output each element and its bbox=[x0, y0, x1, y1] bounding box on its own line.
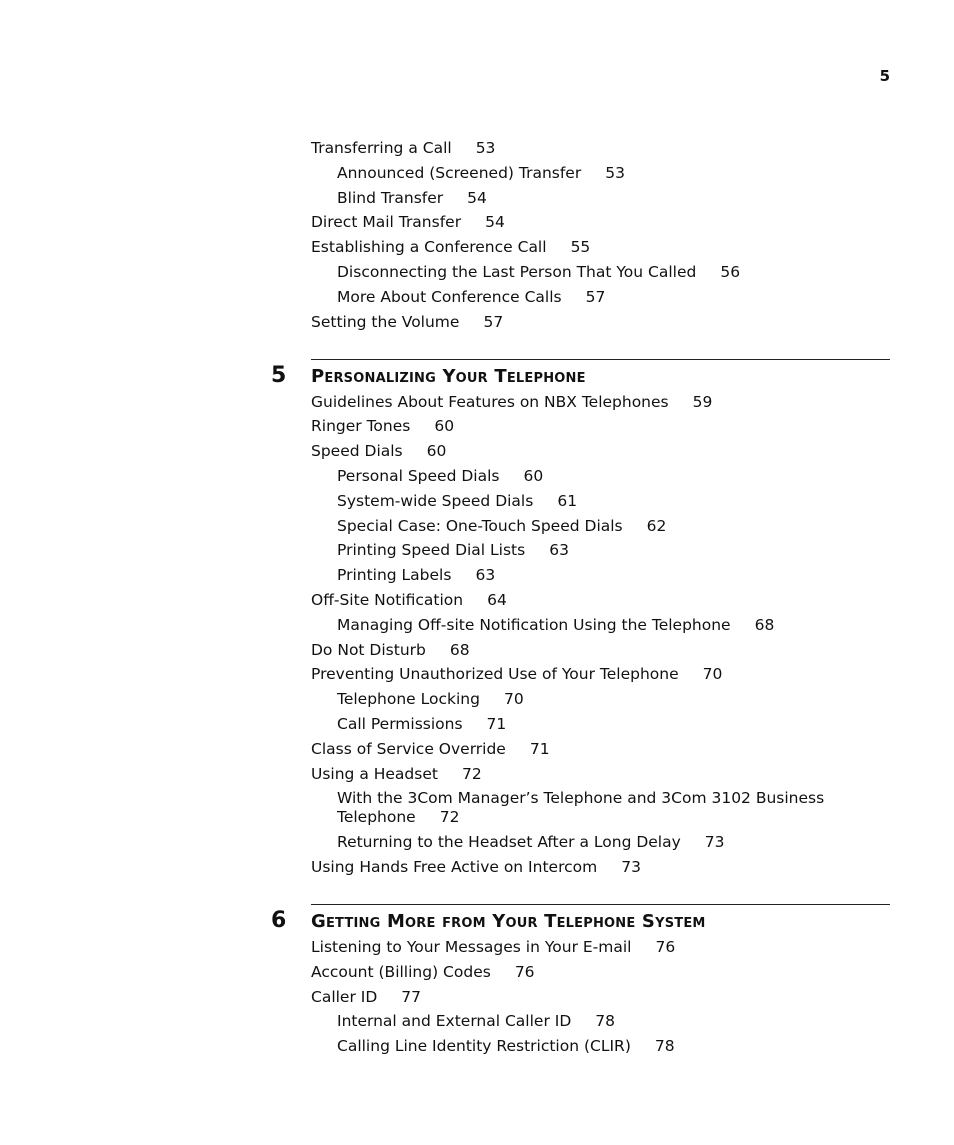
toc-entry[interactable] bbox=[311, 938, 881, 957]
toc-entry-title: Establishing a Conference Call bbox=[311, 238, 547, 257]
toc-entry[interactable] bbox=[337, 541, 881, 560]
toc-entry-title: Blind Transfer bbox=[337, 188, 444, 207]
toc-entry[interactable] bbox=[337, 164, 881, 183]
toc-entry-title: Guidelines About Features on NBX Telephones bbox=[311, 392, 669, 411]
toc-entry-title: With the 3Com Manager’s Telephone and 3Com 3102 Business Telephone bbox=[337, 789, 825, 827]
toc-entry[interactable] bbox=[311, 591, 881, 610]
toc-entry[interactable] bbox=[311, 417, 881, 436]
toc-entry-page: 78 bbox=[595, 1012, 615, 1031]
toc-entry-title: Class of Service Override bbox=[311, 739, 506, 758]
toc-entry-title: Ringer Tones bbox=[311, 417, 411, 436]
page-number: 5 bbox=[879, 67, 890, 85]
toc-entry-page: 54 bbox=[485, 213, 505, 232]
toc-entry-title: Preventing Unauthorized Use of Your Telephone bbox=[311, 665, 679, 684]
toc-entry[interactable] bbox=[337, 492, 881, 511]
toc-entry[interactable] bbox=[311, 238, 881, 257]
toc-entry-page: 68 bbox=[754, 615, 775, 634]
toc-entry-title: Using a Headset bbox=[311, 764, 438, 783]
toc-entry-page: 64 bbox=[487, 591, 507, 609]
toc-entry-title: Off-Site Notification bbox=[311, 591, 464, 609]
toc-entry-page: 71 bbox=[486, 715, 507, 733]
toc-entry[interactable] bbox=[337, 566, 881, 585]
chapter-title: Personalizing Your Telephone bbox=[311, 365, 586, 387]
toc-entry[interactable] bbox=[311, 988, 881, 1007]
toc-entry-page: 63 bbox=[549, 541, 569, 560]
toc-entry[interactable] bbox=[337, 789, 881, 827]
chapter-rule bbox=[311, 904, 890, 905]
toc-entry-title: Personal Speed Dials bbox=[337, 467, 500, 485]
toc-entry-page: 60 bbox=[434, 417, 455, 436]
toc-entry[interactable] bbox=[311, 765, 881, 784]
chapter-rule bbox=[311, 359, 890, 360]
toc-entry-title: Caller ID bbox=[311, 987, 378, 1006]
toc-entry-title: Do Not Disturb bbox=[311, 640, 426, 659]
toc-entry-page: 63 bbox=[475, 566, 496, 585]
toc-entry-page: 53 bbox=[605, 163, 625, 182]
toc-entry[interactable] bbox=[337, 616, 881, 635]
toc-entry[interactable] bbox=[311, 740, 881, 759]
toc-entry-title: Internal and External Caller ID bbox=[337, 1012, 572, 1031]
toc-entry-page: 70 bbox=[702, 665, 723, 684]
toc-entry-page: 60 bbox=[523, 467, 544, 485]
chapter-number: 6 bbox=[271, 908, 287, 933]
toc-entry-page: 70 bbox=[503, 690, 524, 709]
toc-entry-page: 71 bbox=[529, 739, 550, 758]
toc-entry[interactable] bbox=[337, 833, 881, 852]
toc-entry-title: Printing Labels bbox=[337, 566, 452, 585]
toc-entry-title: Using Hands Free Active on Intercom bbox=[311, 858, 598, 876]
toc-entry[interactable] bbox=[337, 189, 881, 208]
toc-entry-title: Call Permissions bbox=[337, 715, 463, 733]
toc-entry[interactable] bbox=[337, 288, 881, 307]
toc-entry-page: 68 bbox=[449, 640, 470, 659]
toc-entry-page: 62 bbox=[646, 516, 667, 535]
toc-entry-page: 54 bbox=[467, 188, 487, 207]
toc-entry-page: 60 bbox=[426, 442, 447, 461]
toc-entry[interactable] bbox=[337, 1012, 881, 1031]
toc-entry-page: 57 bbox=[483, 312, 504, 331]
toc-entry-page: 73 bbox=[704, 833, 725, 852]
toc-entry-title: Managing Off-site Notification Using the Telephone bbox=[337, 615, 731, 634]
toc-entry-page: 76 bbox=[655, 938, 676, 956]
toc-entry[interactable] bbox=[311, 963, 881, 982]
toc-entry[interactable] bbox=[337, 1037, 881, 1056]
toc-entry-page: 72 bbox=[439, 808, 460, 827]
toc-entry-title: System-wide Speed Dials bbox=[337, 491, 534, 510]
toc-entry-page: 53 bbox=[475, 139, 496, 157]
chapter-number: 5 bbox=[271, 362, 287, 388]
toc-entry[interactable] bbox=[311, 213, 881, 232]
toc-entry[interactable] bbox=[337, 517, 881, 536]
toc-entry-page: 56 bbox=[720, 263, 741, 281]
toc-entry[interactable] bbox=[311, 393, 881, 412]
toc-entry-page: 76 bbox=[514, 962, 535, 981]
toc-entry[interactable] bbox=[311, 442, 881, 461]
toc-entry[interactable] bbox=[337, 690, 881, 709]
toc-entry-page: 73 bbox=[621, 858, 641, 876]
toc-entry-title: Direct Mail Transfer bbox=[311, 213, 462, 232]
toc-entry-title: Returning to the Headset After a Long Delay bbox=[337, 833, 681, 852]
toc-entry[interactable] bbox=[337, 263, 881, 282]
toc-entry-page: 72 bbox=[461, 764, 482, 783]
toc-entry-page: 57 bbox=[585, 287, 606, 306]
toc-entry-title: Account (Billing) Codes bbox=[311, 962, 491, 981]
toc-entry-page: 61 bbox=[557, 491, 578, 510]
toc-entry-title: Announced (Screened) Transfer bbox=[337, 163, 582, 182]
toc-entry-page: 59 bbox=[692, 392, 713, 411]
toc-entry-title: Disconnecting the Last Person That You Called bbox=[337, 263, 697, 281]
toc-entry-title: Special Case: One-Touch Speed Dials bbox=[337, 516, 623, 535]
toc-entry-page: 78 bbox=[654, 1037, 675, 1056]
toc-entry-title: Transferring a Call bbox=[311, 139, 452, 157]
toc-entry[interactable] bbox=[337, 467, 881, 486]
toc-entry[interactable] bbox=[337, 715, 881, 734]
toc-entry-title: Telephone Locking bbox=[337, 690, 480, 709]
toc-entry-title: Speed Dials bbox=[311, 442, 403, 461]
toc-entry[interactable] bbox=[311, 665, 881, 684]
toc-entry-title: Printing Speed Dial Lists bbox=[337, 541, 526, 560]
toc-entry[interactable] bbox=[311, 641, 881, 660]
toc-entry-page: 77 bbox=[401, 987, 422, 1006]
toc-entry[interactable] bbox=[311, 313, 881, 332]
toc-entry-title: Listening to Your Messages in Your E-mail bbox=[311, 938, 632, 956]
toc-entry-page: 55 bbox=[570, 238, 591, 257]
toc-entry-title: Calling Line Identity Restriction (CLIR) bbox=[337, 1037, 631, 1056]
toc-entry[interactable] bbox=[311, 858, 881, 877]
chapter-title: Getting More from Your Telephone System bbox=[311, 911, 706, 932]
toc-entry[interactable] bbox=[311, 139, 881, 158]
toc-entry-title: More About Conference Calls bbox=[337, 287, 562, 306]
toc-entry-title: Setting the Volume bbox=[311, 312, 460, 331]
